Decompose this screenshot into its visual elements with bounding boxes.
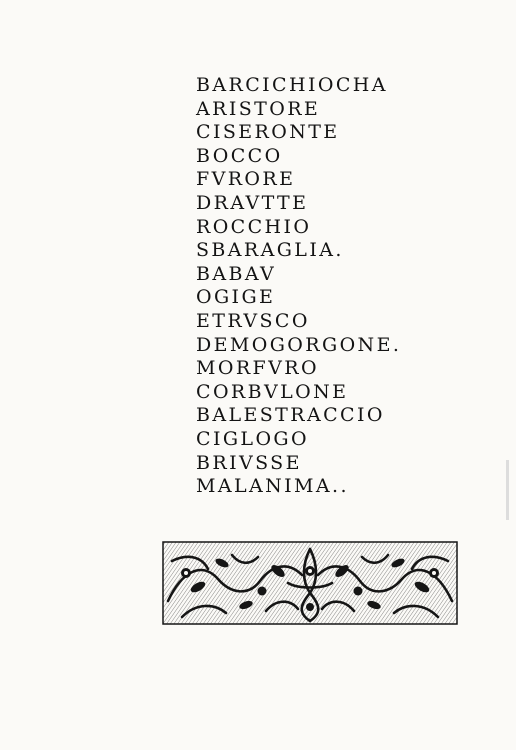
- list-item: MALANIMA..: [196, 475, 349, 498]
- floral-scroll-ornament-icon: [162, 541, 458, 625]
- list-item: DRAVTTE: [196, 191, 309, 214]
- list-item: BABAV: [196, 262, 277, 285]
- list-item: OGIGE: [196, 286, 276, 309]
- page-edge-shadow: [506, 460, 509, 520]
- list-item: DEMOGORGONE.: [196, 333, 402, 356]
- list-item: FVRORE: [196, 168, 296, 191]
- list-item: SBARAGLIA.: [196, 239, 344, 262]
- name-list: [196, 74, 401, 499]
- list-item: ETRVSCO: [196, 309, 310, 332]
- list-item: BALESTRACCIO: [196, 404, 385, 427]
- list-item: BOCCO: [196, 144, 283, 167]
- list-item: CISERONTE: [196, 121, 340, 144]
- list-item: MORFVRO: [196, 357, 319, 380]
- list-item: ARISTORE: [196, 97, 321, 120]
- list-item: BARCICHIOCHA: [196, 74, 388, 96]
- list-item: ROCCHIO: [196, 215, 312, 238]
- list-item: CORBVLONE: [196, 380, 349, 403]
- list-item: CIGLOGO: [196, 427, 309, 450]
- list-item: BRIVSSE: [196, 451, 302, 474]
